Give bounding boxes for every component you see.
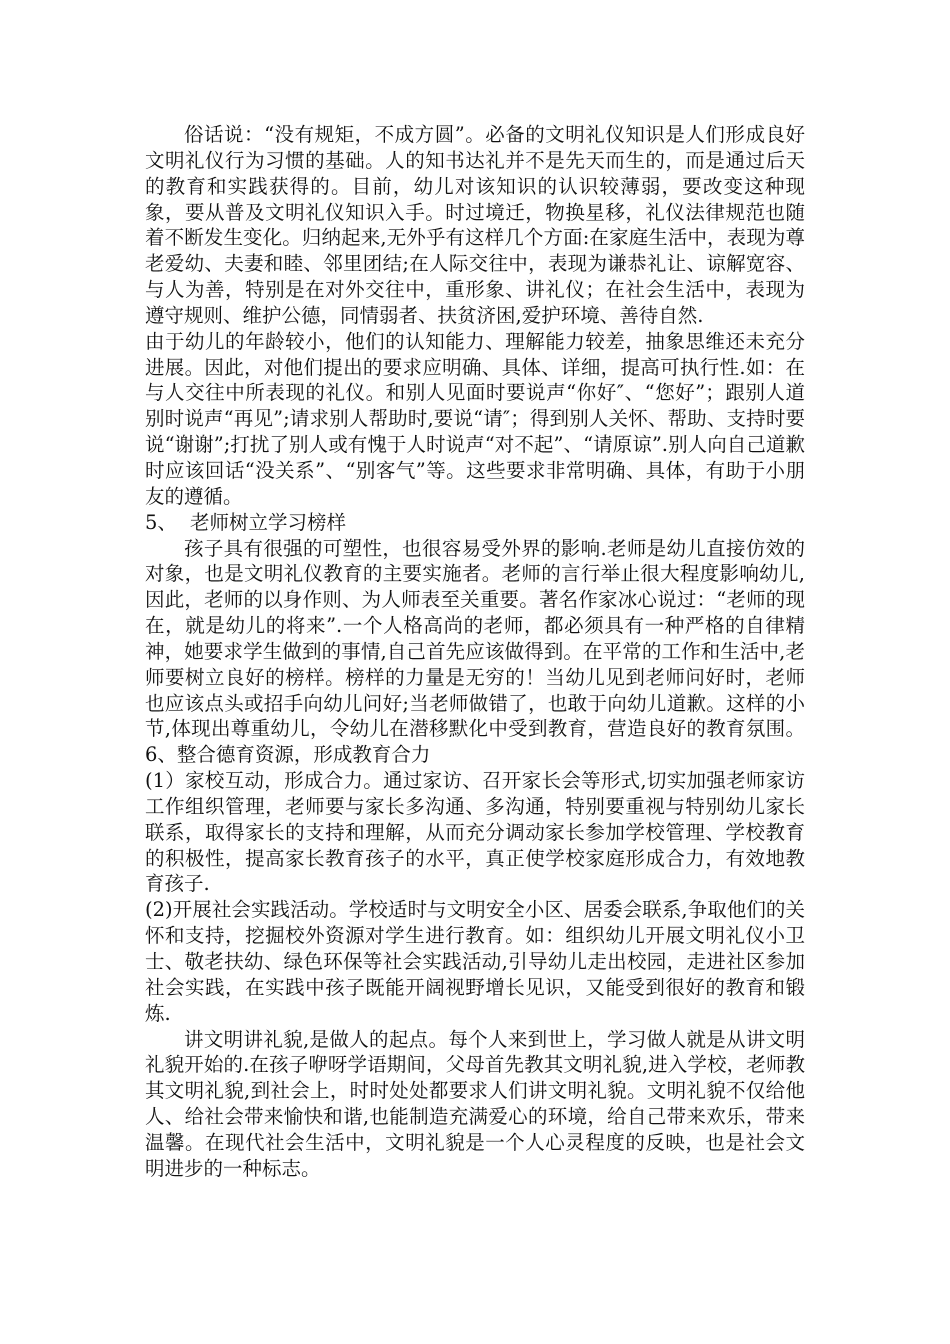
section-number: 5、 (145, 510, 177, 534)
paragraph-civility-conclusion: 讲文明讲礼貌,是做人的起点。每个人来到世上，学习做人就是从讲文明礼貌开始的.在孩子咿呀学语期间，父母首先教其文明礼貌,进入学校，老师教其文明礼貌,到社会上，时时处处都要求人们讲文明礼貌。文明礼貌不仅给他人、给社会带来愉快和谐,也能制造充满爱心的环境，给自己带来欢乐，带来温馨。在现代社会生活中，文明礼貌是一个人心灵程度的反映，也是社会文明进步的一种标志。 (145, 1027, 805, 1180)
section-title: 老师树立学习榜样 (190, 510, 347, 534)
paragraph-home-school: (1）家校互动，形成合力。通过家访、召开家长会等形式,切实加强老师家访工作组织管理，老师要与家长多沟通、多沟通，特别要重视与特别幼儿家长联系，取得家长的支持和理解，从而充分调动家长参加学校管理、学校教育的积极性，提高家长教育孩子的水平，真正使学校家庭形成合力，有效地教育孩子. (145, 769, 805, 896)
paragraph-social-practice: (2)开展社会实践活动。学校适时与文明安全小区、居委会联系,争取他们的关怀和支持，挖掘校外资源对学生进行教育。如：组织幼儿开展文明礼仪小卫士、敬老扶幼、绿色环保等社会实践活动,引导幼儿走出校园，走进社区参加社会实践，在实践中孩子既能开阔视野增长见识，又能受到很好的教育和锻炼. (145, 898, 805, 1025)
document-body (145, 122, 805, 1182)
paragraph-etiquette-knowledge: 俗话说：“没有规矩，不成方圆”。必备的文明礼仪知识是人们形成良好文明礼仪行为习惯的基础。人的知书达礼并不是先天而生的，而是通过后天的教育和实践获得的。目前，幼儿对该知识的认识较薄弱，要改变这种现象，要从普及文明礼仪知识入手。时过境迁，物换星移，礼仪法律规范也随着不断发生变化。归纳起来,无外乎有这样几个方面:在家庭生活中，表现为尊老爱幼、夫妻和睦、邻里团结;在人际交往中，表现为谦恭礼让、谅解宽容、与人为善，特别是在对外交往中，重形象、讲礼仪；在社会生活中，表现为遵守规则、维护公德，同情弱者、扶贫济困,爱护环境、善待自然. (145, 123, 805, 327)
paragraph-teacher-role-model: 孩子具有很强的可塑性，也很容易受外界的影响.老师是幼儿直接仿效的对象，也是文明礼仪教育的主要实施者。老师的言行举止很大程度影响幼儿,因此，老师的以身作则、为人师表至关重要。著名作家冰心说过：“老师的现在，就是幼儿的将来”.一个人格高尚的老师，都必须具有一种严格的自律精神，她要求学生做到的事情,自己首先应该做得到。在平常的工作和生活中,老师要树立良好的榜样。榜样的力量是无穷的！当幼儿见到老师问好时，老师也应该点头或招手向幼儿问好;当老师做错了，也敢于向幼儿道歉。这样的小节,体现出尊重幼儿，令幼儿在潜移默化中受到教育，营造良好的教育氛围。 6、整合德育资源，形成教育合力 (145, 536, 805, 767)
section-heading-5 (145, 510, 805, 536)
paragraph-age-requirements: 由于幼儿的年龄较小，他们的认知能力、理解能力较差，抽象思维还未充分进展。因此，对他们提出的要求应明确、具体、详细，提高可执行性.如：在与人交往中所表现的礼仪。和别人见面时要说声“你好″、“您好”；跟别人道别时说声“再见”;请求别人帮助时,要说“请″；得到别人关怀、帮助、支持时要说“谢谢”;打扰了别人或有愧于人时说声“对不起”、“请原谅”.别人向自己道歉时应该回话“没关系”、“别客气”等。这些要求非常明确、具体，有助于小朋友的遵循。 (145, 329, 805, 508)
